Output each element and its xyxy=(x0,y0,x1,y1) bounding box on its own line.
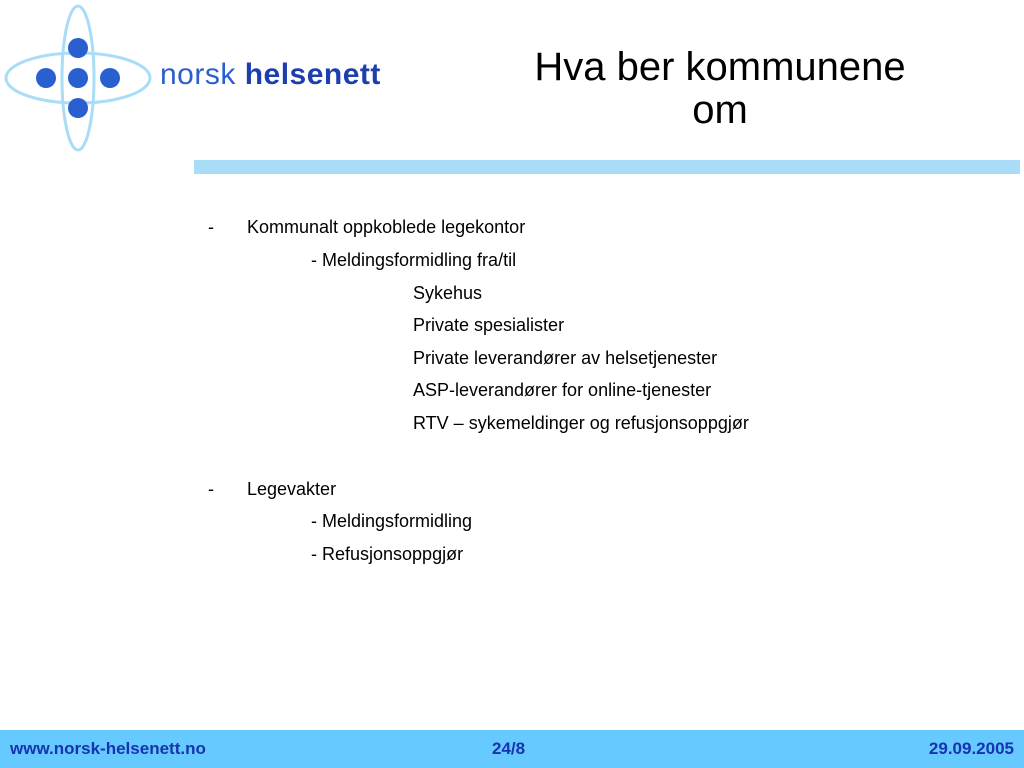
brand-word-norsk: norsk xyxy=(160,58,236,91)
list-item: ASP-leverandører for online-tjenester xyxy=(413,380,712,400)
list-item: - Meldingsformidling xyxy=(311,511,473,531)
section-bullet: - xyxy=(208,479,214,499)
footer-url-link[interactable]: www.norsk-helsenett.no xyxy=(10,739,206,758)
list-item: - Meldingsformidling fra/til xyxy=(311,250,517,270)
section-bullet: - xyxy=(208,217,214,237)
slide-footer xyxy=(0,730,1024,768)
list-item: Private spesialister xyxy=(413,315,565,335)
footer-date: 29.09.2005 xyxy=(928,739,1014,758)
list-item: - Refusjonsoppgjør xyxy=(311,544,464,564)
list-item: Sykehus xyxy=(413,283,483,303)
section-heading: Kommunalt oppkoblede legekontor xyxy=(247,217,526,237)
list-item: Private leverandører av helsetjenester xyxy=(413,348,718,368)
list-item: RTV – sykemeldinger og refusjonsoppgjør xyxy=(413,413,749,433)
slide-title: Hva ber kommunene om xyxy=(534,45,906,132)
brand-word-helsenett: helsenett xyxy=(244,58,381,91)
footer-page-number: 24/8 xyxy=(492,739,526,758)
section-heading: Legevakter xyxy=(247,479,337,499)
